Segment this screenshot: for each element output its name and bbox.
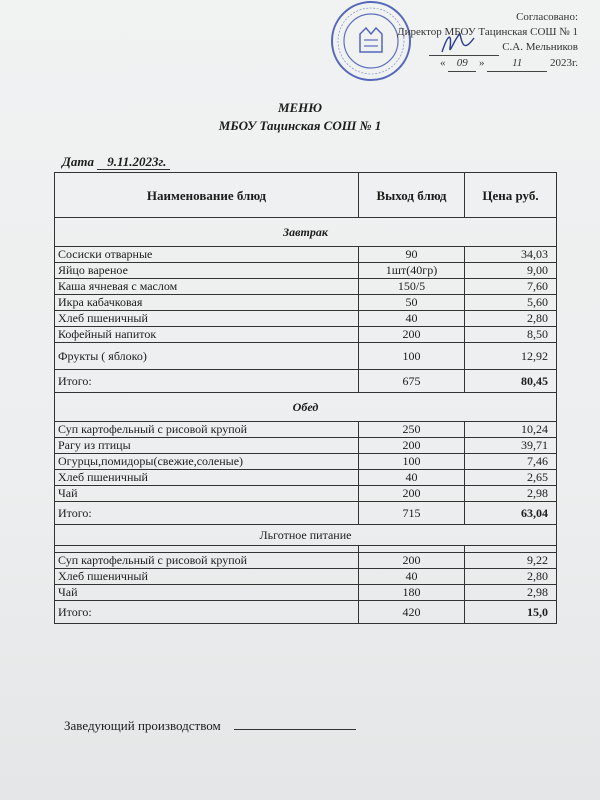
- portion-cell: 200: [359, 327, 465, 343]
- dish-name-cell: Хлеб пшеничный: [55, 470, 359, 486]
- approval-director-line: Директор МБОУ Тацинская СОШ № 1: [397, 26, 578, 38]
- dish-name-cell: Суп картофельный с рисовой крупой: [55, 553, 359, 569]
- table-row: [55, 422, 557, 438]
- footer-signature: [64, 718, 356, 734]
- table-row: [55, 486, 557, 502]
- total-price-cell: 15,0: [465, 601, 557, 624]
- spacer-row: [55, 546, 557, 553]
- date-value: 9.11.2023г.: [97, 154, 170, 170]
- dish-name-cell: Рагу из птицы: [55, 438, 359, 454]
- menu-title: МЕНЮ: [277, 100, 323, 115]
- price-cell: 10,24: [465, 422, 557, 438]
- spacer-cell: [359, 546, 465, 553]
- price-cell: 2,80: [465, 311, 557, 327]
- spacer-cell: [465, 546, 557, 553]
- portion-cell: 100: [359, 454, 465, 470]
- price-cell: 12,92: [465, 343, 557, 370]
- table-row: [55, 279, 557, 295]
- portion-cell: 50: [359, 295, 465, 311]
- approval-year: 2023г.: [549, 57, 578, 69]
- dish-name-cell: Хлеб пшеничный: [55, 569, 359, 585]
- portion-cell: 180: [359, 585, 465, 601]
- total-label-cell: Итого:: [55, 370, 359, 393]
- table-header-row: [55, 173, 557, 218]
- approval-director-name: С.А. Мельников: [502, 41, 578, 53]
- table-row: [55, 454, 557, 470]
- price-cell: 9,00: [465, 263, 557, 279]
- price-cell: 2,80: [465, 569, 557, 585]
- table-row: [55, 263, 557, 279]
- table-row: [55, 438, 557, 454]
- price-cell: 8,50: [465, 327, 557, 343]
- dish-name-cell: Кофейный напиток: [55, 327, 359, 343]
- footer-signature-line: [234, 729, 356, 730]
- approval-signature-line: [397, 40, 578, 56]
- dish-name-cell: Яйцо вареное: [55, 263, 359, 279]
- table-row: [55, 295, 557, 311]
- dish-name-cell: Сосиски отварные: [55, 247, 359, 263]
- price-cell: 5,60: [465, 295, 557, 311]
- dish-name-cell: Суп картофельный с рисовой крупой: [55, 422, 359, 438]
- portion-cell: 40: [359, 470, 465, 486]
- table-row: [55, 553, 557, 569]
- header-dish-name: Наименование блюд: [55, 173, 359, 218]
- approval-block: [397, 10, 578, 72]
- total-label-cell: Итого:: [55, 502, 359, 525]
- table-row: [55, 247, 557, 263]
- portion-cell: 40: [359, 569, 465, 585]
- dish-name-cell: Хлеб пшеничный: [55, 311, 359, 327]
- menu-table: [54, 172, 557, 624]
- section-row: [55, 393, 557, 422]
- portion-cell: 40: [359, 311, 465, 327]
- quote-open: «: [439, 57, 446, 69]
- table-row: [55, 327, 557, 343]
- total-portion-cell: 715: [359, 502, 465, 525]
- approval-date-line: [397, 56, 578, 72]
- approval-day: 09: [448, 56, 476, 72]
- price-cell: 34,03: [465, 247, 557, 263]
- portion-cell: 1шт(40гр): [359, 263, 465, 279]
- total-row: [55, 502, 557, 525]
- dish-name-cell: Чай: [55, 486, 359, 502]
- header-price: Цена руб.: [465, 173, 557, 218]
- price-cell: 2,98: [465, 585, 557, 601]
- dish-name-cell: Огурцы,помидоры(свежие,соленые): [55, 454, 359, 470]
- portion-cell: 200: [359, 553, 465, 569]
- price-cell: 7,46: [465, 454, 557, 470]
- section-title: Завтрак: [55, 218, 557, 247]
- total-row: [55, 601, 557, 624]
- section-row: [55, 218, 557, 247]
- dish-name-cell: Каша ячневая с маслом: [55, 279, 359, 295]
- spacer-cell: [55, 546, 359, 553]
- total-price-cell: 80,45: [465, 370, 557, 393]
- section-title: Обед: [55, 393, 557, 422]
- price-cell: 7,60: [465, 279, 557, 295]
- price-cell: 2,98: [465, 486, 557, 502]
- signature-blank: [429, 40, 499, 56]
- portion-cell: 150/5: [359, 279, 465, 295]
- header-portion: Выход блюд: [359, 173, 465, 218]
- approval-heading: Согласовано:: [516, 11, 578, 23]
- section-row: [55, 525, 557, 546]
- total-price-cell: 63,04: [465, 502, 557, 525]
- table-row: [55, 585, 557, 601]
- section-title: Льготное питание: [55, 525, 557, 546]
- total-portion-cell: 675: [359, 370, 465, 393]
- dish-name-cell: Икра кабачковая: [55, 295, 359, 311]
- total-row: [55, 370, 557, 393]
- table-row: [55, 470, 557, 486]
- price-cell: 9,22: [465, 553, 557, 569]
- table-row: [55, 569, 557, 585]
- portion-cell: 250: [359, 422, 465, 438]
- total-portion-cell: 420: [359, 601, 465, 624]
- school-title: МБОУ Тацинская СОШ № 1: [218, 118, 382, 133]
- portion-cell: 200: [359, 486, 465, 502]
- portion-cell: 90: [359, 247, 465, 263]
- price-cell: 39,71: [465, 438, 557, 454]
- portion-cell: 200: [359, 438, 465, 454]
- approval-month: 11: [487, 56, 547, 72]
- table-row: [55, 343, 557, 370]
- menu-date: [62, 154, 170, 170]
- dish-name-cell: Чай: [55, 585, 359, 601]
- price-cell: 2,65: [465, 470, 557, 486]
- quote-close: »: [478, 57, 485, 69]
- table-row: [55, 311, 557, 327]
- portion-cell: 100: [359, 343, 465, 370]
- date-label: Дата: [62, 154, 94, 169]
- total-label-cell: Итого:: [55, 601, 359, 624]
- footer-label: Заведующий производством: [64, 718, 221, 733]
- dish-name-cell: Фрукты ( яблоко): [55, 343, 359, 370]
